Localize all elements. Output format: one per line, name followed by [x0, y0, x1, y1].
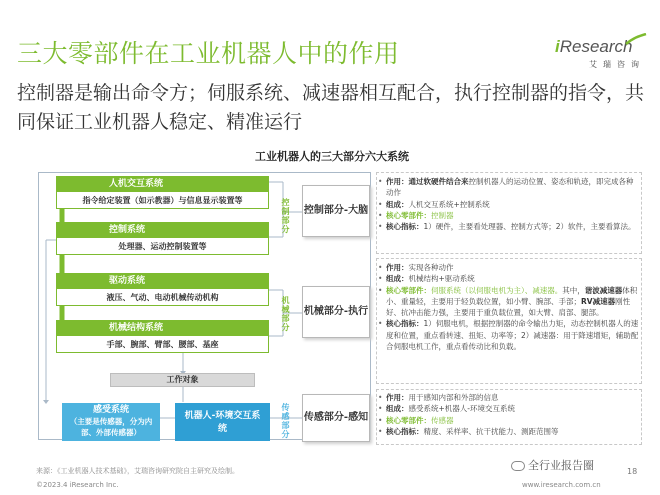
desc-item: • 作用：通过软硬件结合来控制机器人的运动位置、姿态和轨迹，即完成各种动作	[378, 176, 640, 199]
control-system-detail: 处理器、运动控制装置等	[118, 242, 207, 251]
desc-item: • 核心零部件：伺服系统（以伺服电机为主）、减速器。其中，谐波减速器体积小、重量轻，主要用于轻负载位置，如小臂、腕部、手部；RV减速器刚性好、抗冲击能力强，主要用于重负载位置，如大臂、肩部、腿部。	[378, 285, 640, 319]
part-brain-box: 控制部分-大脑	[302, 185, 370, 237]
control-system-name: 控制系统	[57, 223, 268, 238]
desc-item: • 核心指标：1）伺服电机，根据控制器的命令输出力矩，动态控制机器人的速度和位置，重点看转速、扭矩、功率等；2）减速器：用于降速增矩，辅助配合伺服电机工作，重点看传动比和负载。	[378, 318, 640, 352]
desc-item: • 组成：机械结构+驱动系统	[378, 273, 640, 284]
page-subtitle: 控制器是输出命令方；伺服系统、减速器相互配合，执行控制器的指令，共同保证工业机器人稳定、精准运行	[17, 82, 645, 133]
hmi-system-detail: 指令给定装置（如示教器）与信息显示装置等	[82, 196, 243, 205]
desc-sense	[378, 392, 640, 437]
sensor-system-box	[62, 403, 160, 441]
desc-item: • 核心指标：精度、采样率、抗干扰能力、测距范围等	[378, 426, 640, 437]
footer-url: www.iresearch.com.cn	[522, 481, 601, 489]
desc-item: • 组成：感受系统+机器人-环境交互系统	[378, 403, 640, 414]
mech-system-detail: 手部、腕部、臂部、腰部、基座	[106, 340, 219, 349]
desc-brain	[378, 176, 640, 232]
desc-item: • 核心零部件：控制器	[378, 210, 640, 221]
sensor-system-name: 感受系统	[63, 404, 159, 417]
vlabel-mech: 机械部分	[281, 296, 290, 332]
source-note: 来源：《工业机器人技术基础》，艾瑞咨询研究院自主研究及绘制。	[36, 467, 239, 475]
desc-item: • 核心指标：1）硬件，主要看处理器、控制方式等；2）软件，主要看算法。	[378, 221, 640, 232]
env-interaction-box	[175, 403, 270, 441]
mech-system-name: 机械结构系统	[57, 321, 268, 336]
vlabel-sense: 传感部分	[281, 403, 290, 439]
desc-item: • 作用：实现各种动作	[378, 262, 640, 273]
drive-system-name: 驱动系统	[57, 274, 268, 289]
iresearch-logo: iResearch 艾瑞咨询	[555, 37, 650, 77]
page-number: 18	[627, 467, 638, 476]
diagram-title: 工业机器人的三大部分六大系统	[255, 150, 409, 163]
copyright: ©2023.4 iResearch Inc.	[36, 481, 119, 489]
vlabel-control: 控制部分	[281, 198, 290, 234]
wechat-watermark: 全行业报告圈	[508, 456, 597, 474]
desc-item: • 组成：人机交互系统+控制系统	[378, 199, 640, 210]
desc-exec	[378, 262, 640, 352]
env-interaction-name: 机器人-环境交互系统	[184, 411, 261, 434]
desc-item: • 作用：用于感知内部和外部的信息	[378, 392, 640, 403]
page-title: 三大零部件在工业机器人中的作用	[17, 39, 400, 68]
wechat-icon	[511, 461, 525, 471]
work-object-box: 工作对象	[110, 373, 255, 387]
drive-system-detail: 液压、气动、电动机械传动机构	[106, 293, 219, 302]
sensor-system-detail: （主要是传感器，分为内部、外部传感器）	[63, 416, 159, 440]
part-exec-box: 机械部分-执行	[302, 286, 370, 338]
desc-item: • 核心零部件：传感器	[378, 415, 640, 426]
part-sense-box: 传感部分-感知	[302, 394, 370, 442]
hmi-system-name: 人机交互系统	[57, 177, 268, 192]
